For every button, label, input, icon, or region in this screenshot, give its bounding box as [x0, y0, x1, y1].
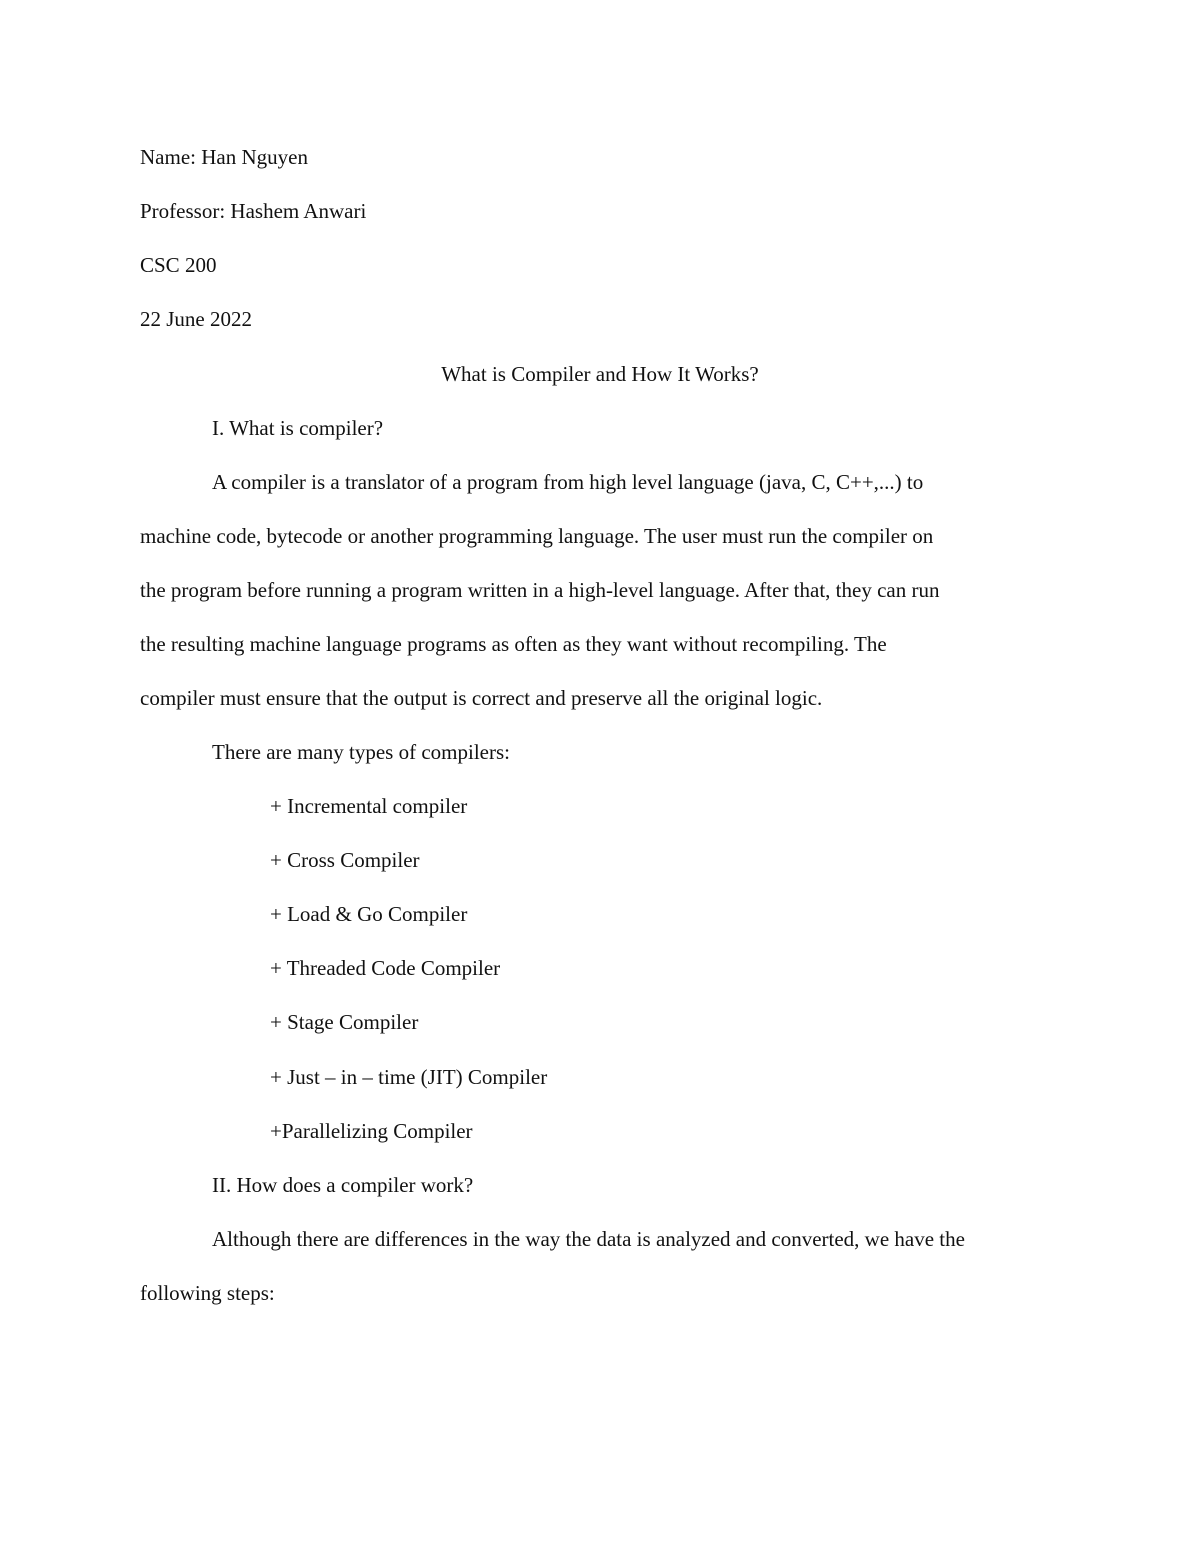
course-code: CSC 200	[140, 253, 217, 277]
compiler-type-item: + Just – in – time (JIT) Compiler	[270, 1065, 548, 1089]
student-name: Name: Han Nguyen	[140, 145, 308, 169]
professor-name: Professor: Hashem Anwari	[140, 199, 367, 223]
section-2-heading: II. How does a compiler work?	[212, 1173, 474, 1197]
paragraph-line: machine code, bytecode or another programming language. The user must run the compiler on	[140, 524, 934, 548]
compiler-type-item: + Stage Compiler	[270, 1010, 419, 1034]
paragraph-line: A compiler is a translator of a program from high level language (java, C, C++,...) to	[212, 470, 924, 494]
document-date: 22 June 2022	[140, 307, 252, 331]
document-title: What is Compiler and How It Works?	[441, 362, 759, 386]
compiler-type-item: + Incremental compiler	[270, 794, 468, 818]
paragraph-line: the resulting machine language programs as often as they want without recompiling. The	[140, 632, 887, 656]
paragraph-line: Although there are differences in the way the data is analyzed and converted, we have the	[212, 1227, 965, 1251]
compiler-type-item: +Parallelizing Compiler	[270, 1119, 473, 1143]
paragraph-line: compiler must ensure that the output is correct and preserve all the original logic.	[140, 686, 823, 710]
compiler-type-item: + Cross Compiler	[270, 848, 420, 872]
compiler-types-intro: There are many types of compilers:	[212, 740, 510, 764]
compiler-type-item: + Threaded Code Compiler	[270, 956, 501, 980]
section-1-heading: I. What is compiler?	[212, 416, 384, 440]
paragraph-line: following steps:	[140, 1281, 275, 1305]
paragraph-line: the program before running a program written in a high-level language. After that, they can run	[140, 578, 940, 602]
compiler-type-item: + Load & Go Compiler	[270, 902, 468, 926]
